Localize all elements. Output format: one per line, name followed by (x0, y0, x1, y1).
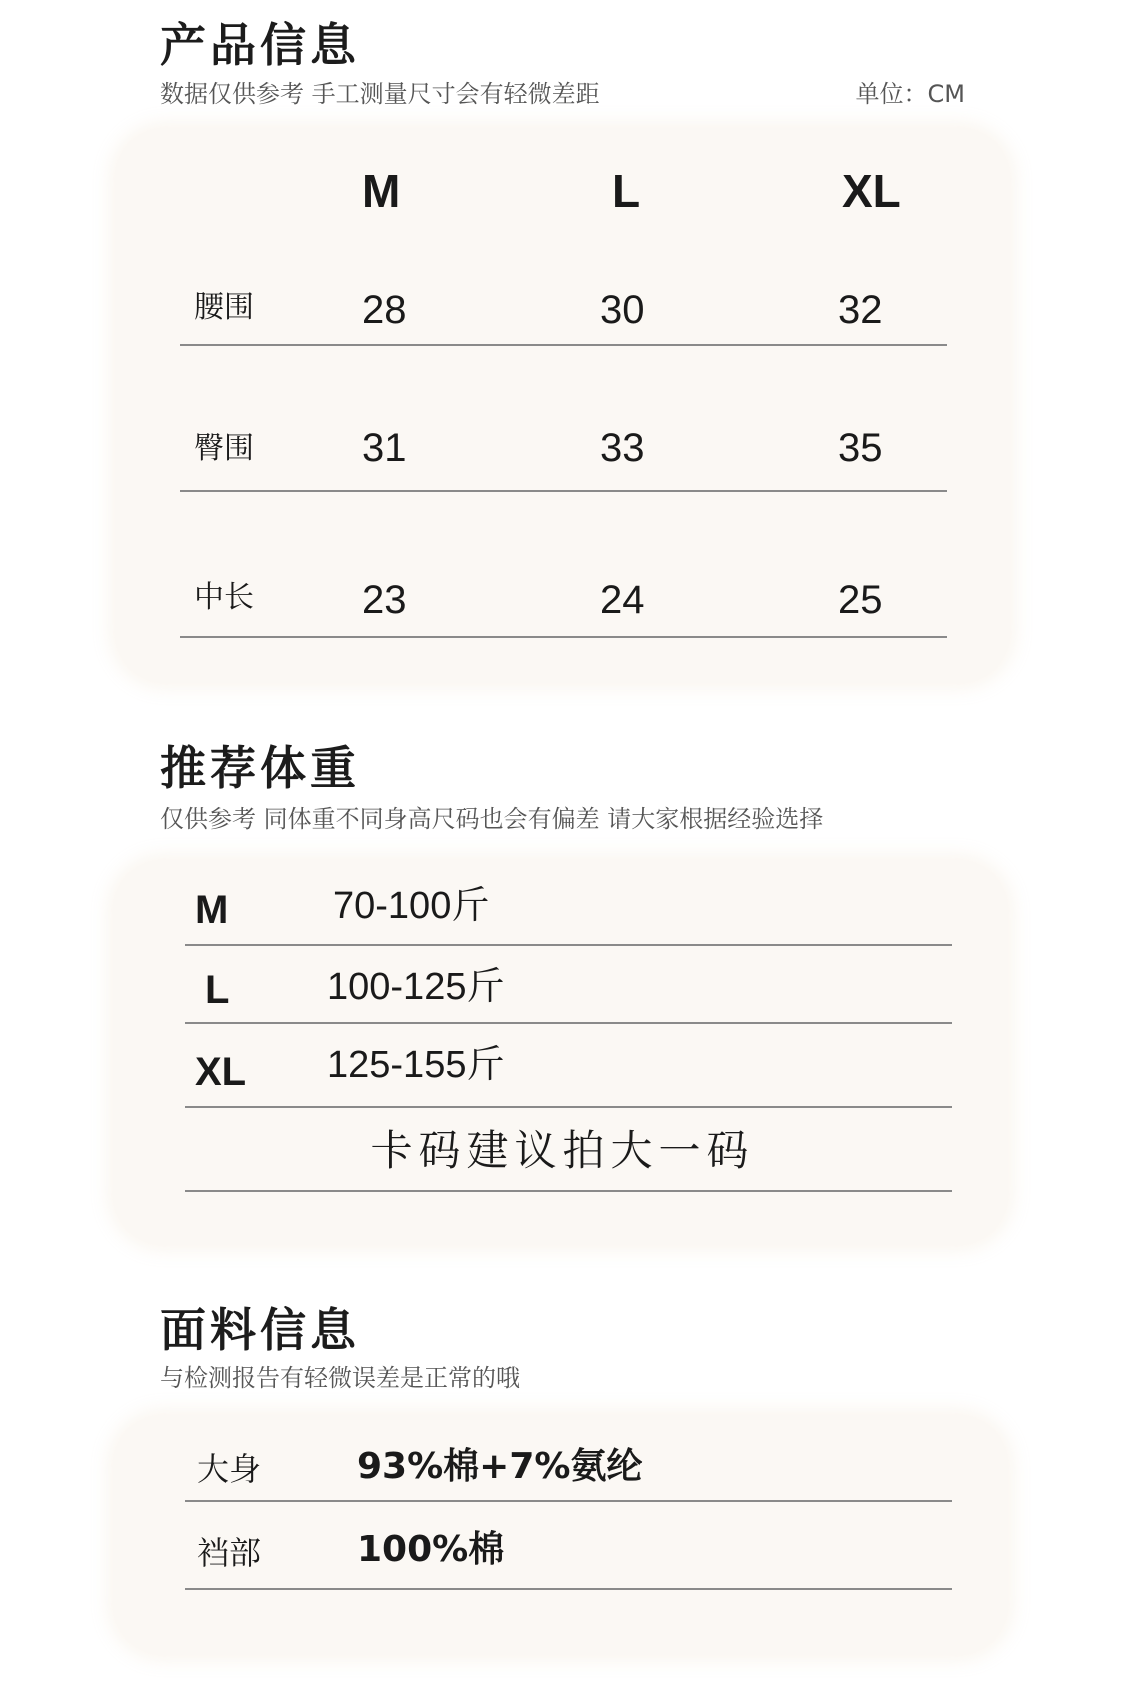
table-cell: 32 (838, 288, 883, 332)
table-cell: 25 (838, 578, 883, 622)
fabric-title: 面料信息 (160, 1303, 360, 1357)
weight-title: 推荐体重 (160, 741, 360, 795)
weight-card (113, 860, 1008, 1245)
product-info-subtitle: 数据仅供参考 手工测量尺寸会有轻微差距 (160, 80, 600, 108)
row-label-waist: 腰围 (194, 290, 254, 325)
weight-size-xl: XL (195, 1050, 247, 1094)
row-divider (185, 1500, 952, 1502)
table-cell: 33 (600, 426, 645, 470)
weight-range-m: 70-100斤 (333, 885, 490, 927)
row-divider (180, 344, 947, 346)
fabric-value-body: 93%棉+7%氨纶 (357, 1446, 643, 1487)
unit-label: 单位：CM (855, 80, 965, 108)
table-cell: 35 (838, 426, 883, 470)
size-header-xl: XL (842, 165, 901, 217)
weight-subtitle: 仅供参考 同体重不同身高尺码也会有偏差 请大家根据经验选择 (160, 805, 824, 833)
row-label-hip: 臀围 (194, 431, 254, 466)
table-cell: 28 (362, 288, 407, 332)
size-header-l: L (612, 165, 641, 217)
fabric-label-body: 大身 (197, 1450, 262, 1488)
fabric-value-crotch: 100%棉 (357, 1529, 505, 1570)
product-info-title: 产品信息 (160, 18, 360, 72)
row-divider (185, 944, 952, 946)
row-label-length: 中长 (194, 580, 254, 615)
size-header-m: M (362, 165, 401, 217)
table-cell: 30 (600, 288, 645, 332)
weight-size-l: L (205, 968, 230, 1012)
row-divider (185, 1588, 952, 1590)
size-tip: 卡码建议拍大一码 (370, 1126, 755, 1175)
weight-size-m: M (195, 888, 229, 932)
row-divider (180, 636, 947, 638)
row-divider (185, 1190, 952, 1192)
table-cell: 31 (362, 426, 407, 470)
fabric-subtitle: 与检测报告有轻微误差是正常的哦 (160, 1364, 520, 1392)
row-divider (185, 1022, 952, 1024)
weight-range-l: 100-125斤 (327, 966, 505, 1008)
table-cell: 23 (362, 578, 407, 622)
weight-range-xl: 125-155斤 (327, 1044, 505, 1086)
row-divider (180, 490, 947, 492)
fabric-label-crotch: 裆部 (197, 1534, 262, 1572)
row-divider (185, 1106, 952, 1108)
table-cell: 24 (600, 578, 645, 622)
